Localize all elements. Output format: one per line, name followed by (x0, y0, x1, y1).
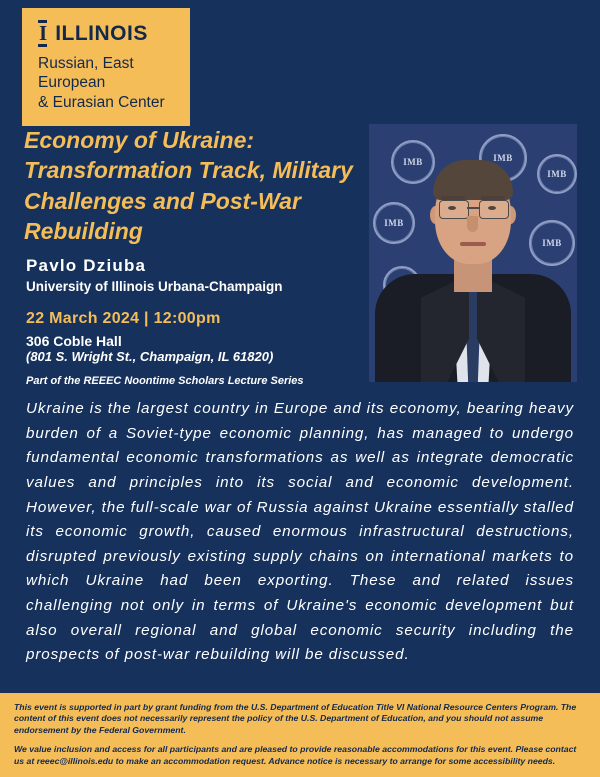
speaker-name: Pavlo Dziuba (26, 256, 147, 275)
center-name-line-1: Russian, East European (38, 55, 134, 92)
event-title: Economy of Ukraine: Transformation Track, Military Challenges and Post-War Rebuilding (24, 127, 353, 245)
backdrop-seal-icon: IMB (373, 202, 415, 244)
backdrop-seal-icon: IMB (529, 220, 575, 266)
illinois-wordmark: ILLINOIS (55, 21, 148, 45)
nose-shape (467, 216, 478, 232)
backdrop-seal-icon: IMB (391, 140, 435, 184)
backdrop-seal-icon: IMB (537, 154, 577, 194)
left-lens-shape (439, 200, 469, 219)
event-series: Part of the REEEC Noontime Scholars Lecture Series (26, 375, 304, 387)
illinois-reeec-logo (22, 8, 190, 126)
accommodation-notice: We value inclusion and access for all participants and are pleased to provide reasonable accommodations for this event. Please contact us at reeec@illinois.edu to make an accommodation request. Advance notice is necessary to arrange for some accessibility needs. (14, 744, 577, 766)
speaker-portrait (369, 124, 577, 382)
speaker-photo (369, 124, 577, 382)
center-name (38, 54, 176, 112)
illinois-block-i-icon: I (39, 21, 47, 45)
event-venue: 306 Coble Hall (26, 333, 122, 349)
event-address: (801 S. Wright St., Champaign, IL 61820) (26, 349, 274, 364)
event-abstract: Ukraine is the largest country in Europe and its economy, bearing heavy burden of a Soviet-type economic planning, has managed to undergo fundamental economic transformations as well as integrate democratic values and principles into its social and economic development. However, the full-scale war of Russia against Ukraine essentially stalled its economic growth, caused enormous infrastructural destructions, disrupted previously existing supply chains on international markets to which Ukraine had been exporting. These and related issues challenging not only in terms of Ukraine's economic development but also overall regional and global economic security including the prospects of post-war rebuilding will be discussed. (26, 400, 574, 664)
funding-disclaimer: This event is supported in part by grant funding from the U.S. Department of Education Title VI National Resource Centers Program. The content of this event does not necessarily represent the policy of the U.S. Department of Education, and you should not assume endorsement by the Federal Government. (14, 701, 577, 735)
event-datetime: 22 March 2024 | 12:00pm (26, 310, 221, 327)
hair-shape (433, 160, 513, 200)
mouth-shape (460, 242, 486, 246)
backdrop-seal-icon: IMB (479, 134, 527, 182)
logo-top-row (38, 20, 176, 47)
right-lens-shape (479, 200, 509, 219)
footer-disclaimers (0, 693, 600, 777)
speaker-affiliation: University of Illinois Urbana-Champaign (26, 279, 283, 294)
center-name-line-2: & Eurasian Center (38, 93, 165, 111)
glasses-bridge-shape (467, 207, 479, 209)
